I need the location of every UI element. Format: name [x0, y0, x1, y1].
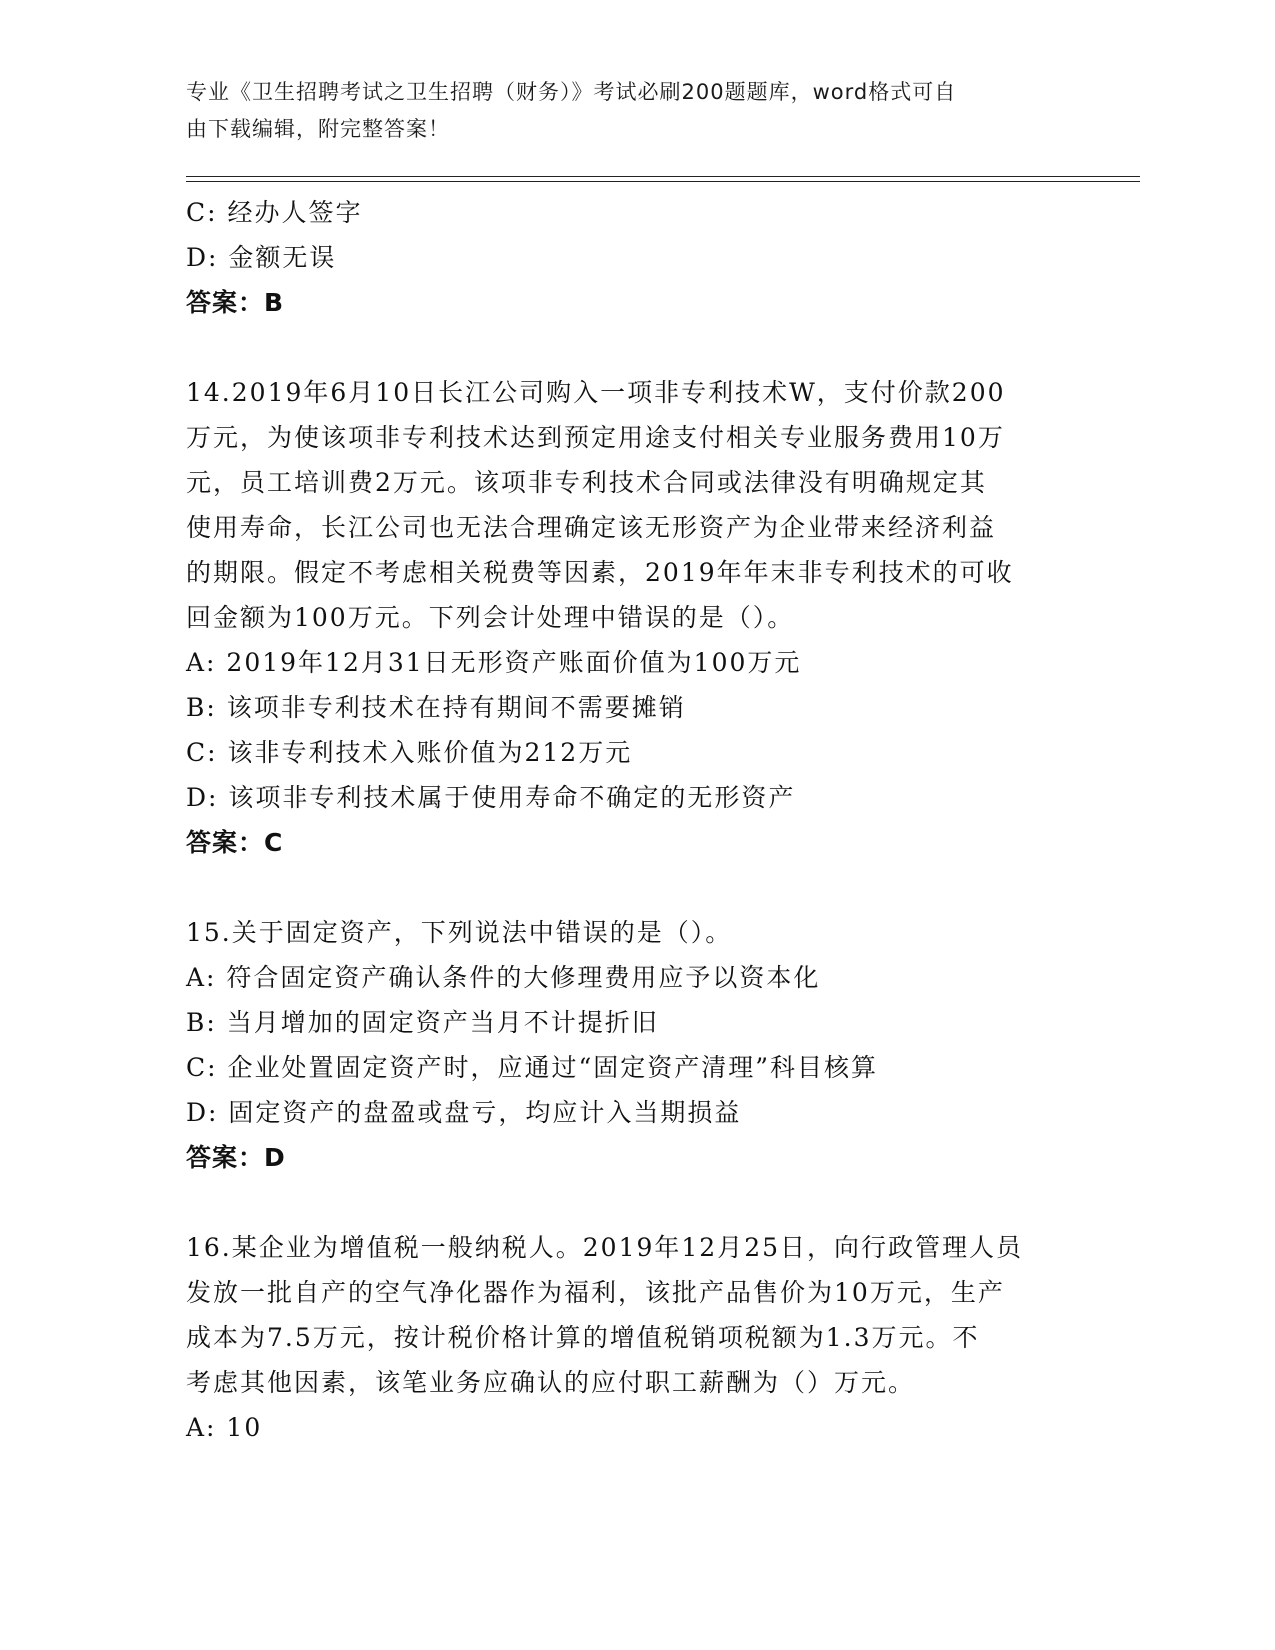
- answer-line: 答案：B: [186, 288, 285, 317]
- question-stem-line: 元，员工培训费2万元。该项非专利技术合同或法律没有明确规定其: [186, 468, 987, 497]
- question-stem-line: 回金额为100万元。下列会计处理中错误的是（）。: [186, 603, 795, 632]
- question-stem-line: 万元，为使该项非专利技术达到预定用途支付相关专业服务费用10万: [186, 423, 1005, 452]
- question-stem-line: 16.某企业为增值税一般纳税人。2019年12月25日，向行政管理人员: [186, 1233, 1024, 1262]
- question-stem-line: 的期限。假定不考虑相关税费等因素，2019年年末非专利技术的可收: [186, 558, 1014, 587]
- option-c: C: 该非专利技术入账价值为212万元: [186, 738, 633, 767]
- option-c: C: 企业处置固定资产时，应通过“固定资产清理”科目核算: [186, 1053, 879, 1082]
- option-a: A: 2019年12月31日无形资产账面价值为100万元: [186, 648, 802, 677]
- question-stem-line: 14.2019年6月10日长江公司购入一项非专利技术W，支付价款200: [186, 378, 1006, 407]
- option-c: C: 经办人签字: [186, 198, 363, 227]
- option-b: B: 当月增加的固定资产当月不计提折旧: [186, 1008, 659, 1037]
- spacer: [186, 325, 1086, 370]
- question-stem-line: 成本为7.5万元，按计税价格计算的增值税销项税额为1.3万元。不: [186, 1323, 980, 1352]
- option-a: A: 10: [186, 1413, 263, 1442]
- answer-line: 答案：D: [186, 1143, 286, 1172]
- question-stem-line: 15.关于固定资产，下列说法中错误的是（）。: [186, 918, 733, 947]
- question-list: [186, 190, 1086, 1450]
- spacer: [186, 865, 1086, 910]
- option-d: D: 金额无误: [186, 243, 337, 272]
- header-line-1: 专业《卫生招聘考试之卫生招聘（财务）》考试必刷200题题库，word格式可自: [186, 80, 957, 104]
- previous-question-tail: [186, 190, 1086, 325]
- question-stem-line: 考虑其他因素，该笔业务应确认的应付职工薪酬为（）万元。: [186, 1368, 916, 1397]
- option-d: D: 固定资产的盘盈或盘亏，均应计入当期损益: [186, 1098, 742, 1127]
- answer-line: 答案：C: [186, 828, 284, 857]
- header-rule-bottom: [186, 181, 1140, 182]
- spacer: [186, 1180, 1086, 1225]
- document-header: [186, 74, 1066, 148]
- option-d: D: 该项非专利技术属于使用寿命不确定的无形资产: [186, 783, 796, 812]
- question-16: [186, 1225, 1086, 1450]
- question-stem-line: 使用寿命，长江公司也无法合理确定该无形资产为企业带来经济利益: [186, 513, 997, 542]
- header-line-2: 由下载编辑，附完整答案！: [186, 117, 450, 141]
- question-14: [186, 370, 1086, 865]
- question-15: [186, 910, 1086, 1180]
- option-a: A: 符合固定资产确认条件的大修理费用应予以资本化: [186, 963, 821, 992]
- question-stem-line: 发放一批自产的空气净化器作为福利，该批产品售价为10万元，生产: [186, 1278, 1005, 1307]
- option-b: B: 该项非专利技术在持有期间不需要摊销: [186, 693, 686, 722]
- header-rule-top: [186, 176, 1140, 177]
